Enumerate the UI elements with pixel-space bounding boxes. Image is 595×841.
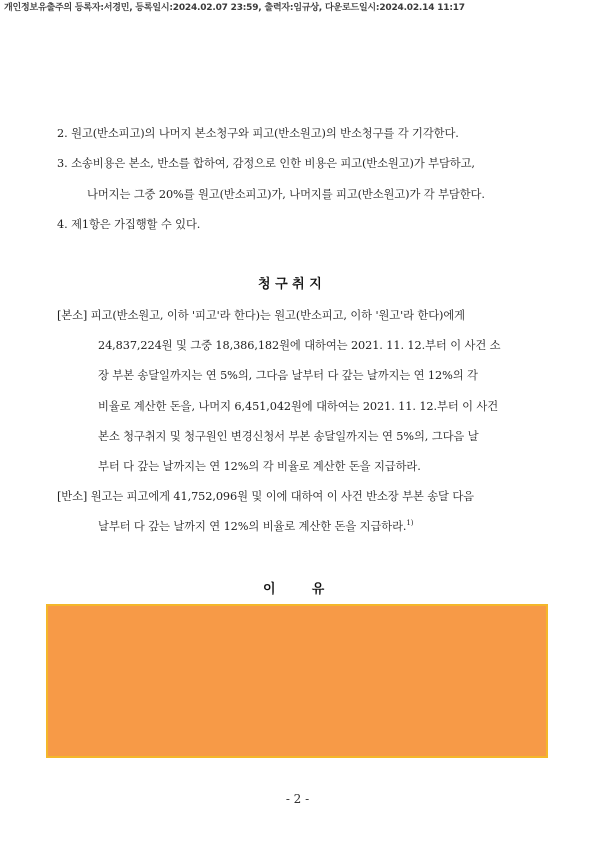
page-number: - 2 - bbox=[285, 792, 310, 806]
redaction-box bbox=[46, 604, 548, 758]
claim-main-line: 장 부본 송달일까지는 연 5%의, 그다음 날부터 다 갚는 날까지는 연 12%의 각 bbox=[98, 369, 478, 382]
claim-heading: 청 구 취 지 bbox=[258, 277, 322, 292]
counterclaim-line bbox=[98, 518, 413, 534]
order-item-4: 4. 제1항은 가집행할 수 있다. bbox=[57, 218, 201, 231]
claim-main-line: [본소] 피고(반소원고, 이하 '피고'라 한다)는 원고(반소피고, 이하 '원고'라 한다)에게 bbox=[57, 309, 465, 322]
order-item-3-line-1: 3. 소송비용은 본소, 반소를 합하여, 감정으로 인한 비용은 피고(반소원고)가 부담하고, bbox=[57, 157, 475, 170]
claim-main-line: 24,837,224원 및 그중 18,386,182원에 대하여는 2021. 11. 12.부터 이 사건 소 bbox=[98, 339, 501, 352]
counterclaim-line-text: 날부터 다 갚는 날까지 연 12%의 비율로 계산한 돈을 지급하라. bbox=[98, 520, 407, 533]
order-item-2: 2. 원고(반소피고)의 나머지 본소청구와 피고(반소원고)의 반소청구를 각 기각한다. bbox=[57, 127, 459, 140]
counterclaim-line: [반소] 원고는 피고에게 41,752,096원 및 이에 대하여 이 사건 반소장 부본 송달 다음 bbox=[57, 490, 474, 503]
claim-main-line: 비율로 계산한 돈을, 나머지 6,451,042원에 대하여는 2021. 11. 12.부터 이 사건 bbox=[98, 400, 499, 413]
download-watermark-header: 개인정보유출주의 등록자:서경민, 등록일시:2024.02.07 23:59, 출력자:임규상, 다운로드일시:2024.02.14 11:17 bbox=[4, 3, 465, 13]
claim-main-line: 본소 청구취지 및 청구원인 변경신청서 부본 송달일까지는 연 5%의, 그다음 날 bbox=[98, 430, 479, 443]
reason-heading: 이 유 bbox=[263, 582, 325, 597]
order-item-3-line-2: 나머지는 그중 20%를 원고(반소피고)가, 나머지를 피고(반소원고)가 각 부담한다. bbox=[87, 188, 485, 201]
claim-main-line: 부터 다 갚는 날까지는 연 12%의 각 비율로 계산한 돈을 지급하라. bbox=[98, 460, 421, 473]
footnote-mark: 1) bbox=[406, 519, 414, 528]
